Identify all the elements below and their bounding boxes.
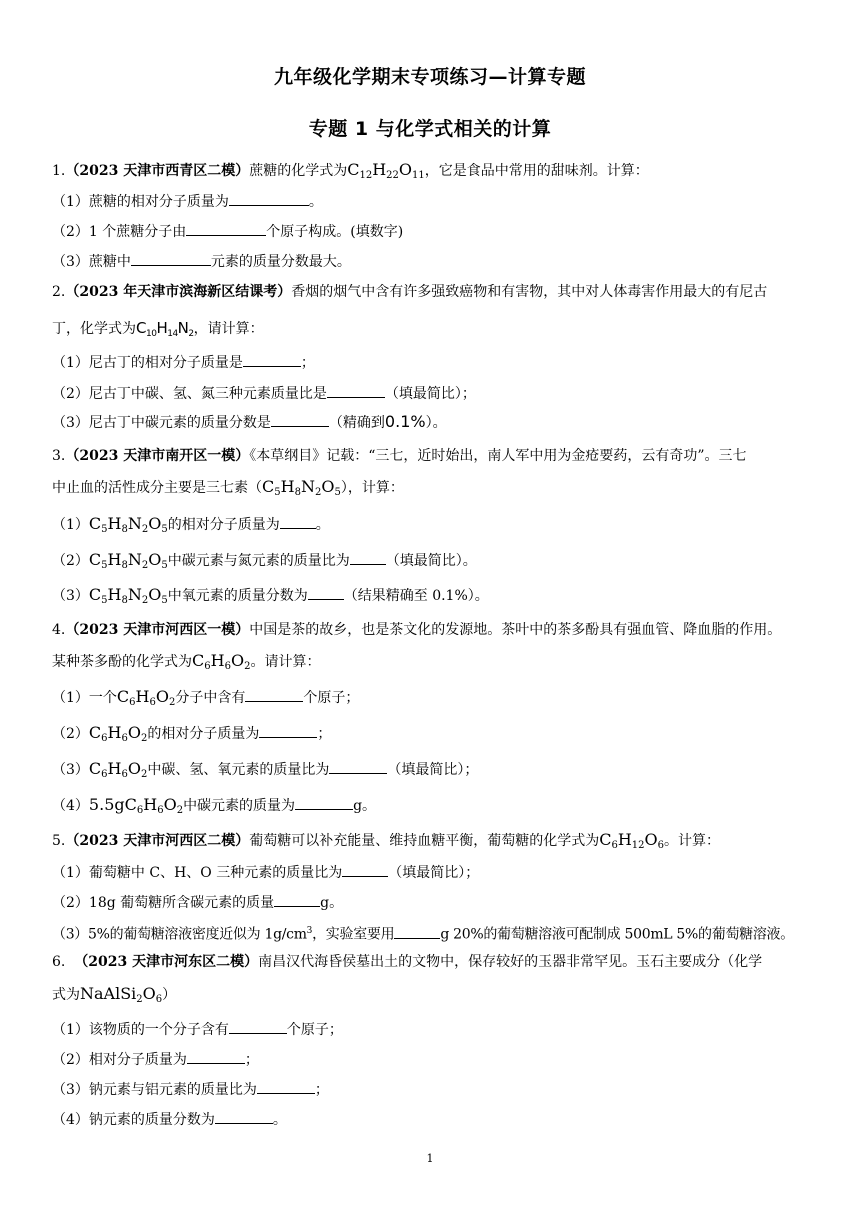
question-4-part-4: $(4)5.5gC_6H_6O_2$中碳元素的质量为 g。 [52, 795, 377, 816]
answer-blank[interactable] [243, 352, 301, 367]
question-6-part-1: （1）该物质的一个分子含有 个原子； [52, 1019, 814, 1040]
question-1-part-3: （3）蔗糖中 元素的质量分数最大。 [52, 251, 814, 272]
answer-blank[interactable] [394, 924, 440, 939]
question-4-stem: 4.（2023 天津市河西区一模）中国是茶的故乡，也是茶文化的发源地。茶叶中的茶多酚具有强血管、降血脂的作用。 [52, 622, 782, 638]
question-4-stem-cont: 某种茶多酚的化学式为$C_6H_6O_2$。请计算： [52, 651, 321, 672]
question-3-part-1: $(1)C_5H_8N_2O_5$的相对分子质量为 。 [52, 514, 330, 535]
document-title: 九年级化学期末专项练习—计算专题 [273, 66, 586, 88]
formula-nicotine: $C_{10}H_{14}N_2$ [136, 319, 194, 339]
answer-blank[interactable] [187, 1049, 245, 1064]
answer-blank[interactable] [327, 383, 385, 398]
question-5-part-3: （3）5%的葡萄糖溶液密度近似为 $1g/cm^3$，实验室要用 g 20%的葡萄糖溶液可配制成 500mL 5%的葡萄糖溶液。 [52, 921, 814, 945]
question-6-stem: 6. （2023 天津市河东区二模）南昌汉代海昏侯墓出土的文物中，保存较好的玉器非常罕见。玉石主要成分（化学 [52, 954, 763, 970]
question-1-stem: 1.（2023 天津市西青区二模）蔗糖的化学式为$C_{12}H_{22}O_{11}$，它是食品中常用的甜味剂。计算： [52, 160, 649, 181]
question-3-stem-cont: 中止血的活性成分主要是三七素$(C_5H_8N_2O_5)$，计算： [52, 477, 404, 498]
question-6-part-2: （2）相对分子质量为 ； [52, 1049, 814, 1070]
answer-blank[interactable] [350, 550, 386, 565]
question-2-stem: 2.（2023 年天津市滨海新区结课考）香烟的烟气中含有许多强致癌物和有害物，其中对人体毒害作用最大的有尼古 [52, 284, 768, 300]
page-number: 1 [426, 1152, 434, 1165]
question-2-part-3: （3）尼古丁中碳元素的质量分数是 （精确到0.1%）。 [52, 412, 447, 431]
answer-blank[interactable] [245, 687, 303, 702]
question-6-part-3: （3）钠元素与铝元素的质量比为 ； [52, 1079, 814, 1100]
question-3-part-3: $(3)C_5H_8N_2O_5$中氧元素的质量分数为 （结果精确至 0.1%）。 [52, 585, 489, 606]
answer-blank[interactable] [329, 759, 387, 774]
answer-blank[interactable] [280, 514, 316, 529]
answer-blank[interactable] [342, 862, 388, 877]
answer-blank[interactable] [271, 412, 329, 427]
answer-blank[interactable] [229, 191, 309, 206]
answer-blank[interactable] [308, 585, 344, 600]
answer-blank[interactable] [215, 1109, 273, 1124]
question-3-stem: 3.（2023 天津市南开区一模）《本草纲目》记载：“三七，近时始出，南人军中用为金疮要药，云有奇功”。三七 [52, 448, 747, 464]
formula-polyphenol-mass: $5.5gC_6H_6O_2$ [88, 795, 184, 816]
question-5-part-2: （2）18g 葡萄糖所含碳元素的质量 g。 [52, 892, 814, 913]
section-subtitle: 专题 1 与化学式相关的计算 [308, 118, 552, 140]
question-4-part-2: $(2)C_6H_6O_2$的相对分子质量为 ； [52, 723, 332, 744]
formula-polyphenol: $C_6H_6O_2$ [88, 759, 148, 780]
formula-dencichine: $C_5H_8N_2O_5$ [88, 514, 168, 535]
question-1-part-2: （2）1 个蔗糖分子由 个原子构成。(填数字) [52, 221, 814, 242]
question-2-part-2: （2）尼古丁中碳、氢、氮三种元素质量比是 （填最简比）； [52, 383, 814, 404]
formula-dencichine: $C_5H_8N_2O_5$ [262, 477, 341, 498]
question-4-part-3: $(3)C_6H_6O_2$中碳、氢、氧元素的质量比为 （填最简比）； [52, 759, 479, 780]
formula-dencichine: $C_5H_8N_2O_5$ [88, 550, 168, 571]
answer-blank[interactable] [295, 795, 353, 810]
answer-blank[interactable] [274, 892, 320, 907]
answer-blank[interactable] [257, 1079, 315, 1094]
answer-blank[interactable] [186, 221, 266, 236]
formula-polyphenol: $C_6H_6O_2$ [192, 651, 251, 672]
question-3-part-2: $(2)C_5H_8N_2O_5$中碳元素与氮元素的质量比为 （填最简比）。 [52, 550, 477, 571]
formula-glucose: $C_6H_{12}O_6$ [599, 830, 665, 851]
question-6-stem-cont: 式为$NaAlSi_2O_6$） [52, 984, 177, 1005]
question-2-part-1: （1）尼古丁的相对分子质量是 ； [52, 352, 814, 373]
precision-value: 0.1% [384, 412, 426, 431]
answer-blank[interactable] [131, 251, 211, 266]
question-5-part-1: （1）葡萄糖中 C、H、O 三种元素的质量比为 （填最简比）； [52, 862, 814, 883]
formula-polyphenol: $C_6H_6O_2$ [88, 723, 148, 744]
formula-jade: $NaAlSi_2O_6$ [80, 984, 163, 1005]
question-2-stem-cont: 丁，化学式为$C_{10}H_{14}N_2$，请计算： [52, 319, 264, 339]
formula-polyphenol: $C_6H_6O_2$ [116, 687, 176, 708]
answer-blank[interactable] [259, 723, 317, 738]
question-1-part-1: （1）蔗糖的相对分子质量为 。 [52, 191, 814, 212]
question-6-part-4: （4）钠元素的质量分数为 。 [52, 1109, 814, 1130]
question-4-part-1: （1）一个$C_6H_6O_2$分子中含有 个原子； [52, 687, 360, 708]
formula-dencichine: $C_5H_8N_2O_5$ [88, 585, 168, 606]
question-5-stem: 5.（2023 天津市河西区二模）葡萄糖可以补充能量、维持血糖平衡，葡萄糖的化学式为$C_6H_{12}O_6$。计算： [52, 830, 721, 851]
answer-blank[interactable] [229, 1019, 287, 1034]
formula-sucrose: $C_{12}H_{22}O_{11}$ [347, 160, 425, 181]
